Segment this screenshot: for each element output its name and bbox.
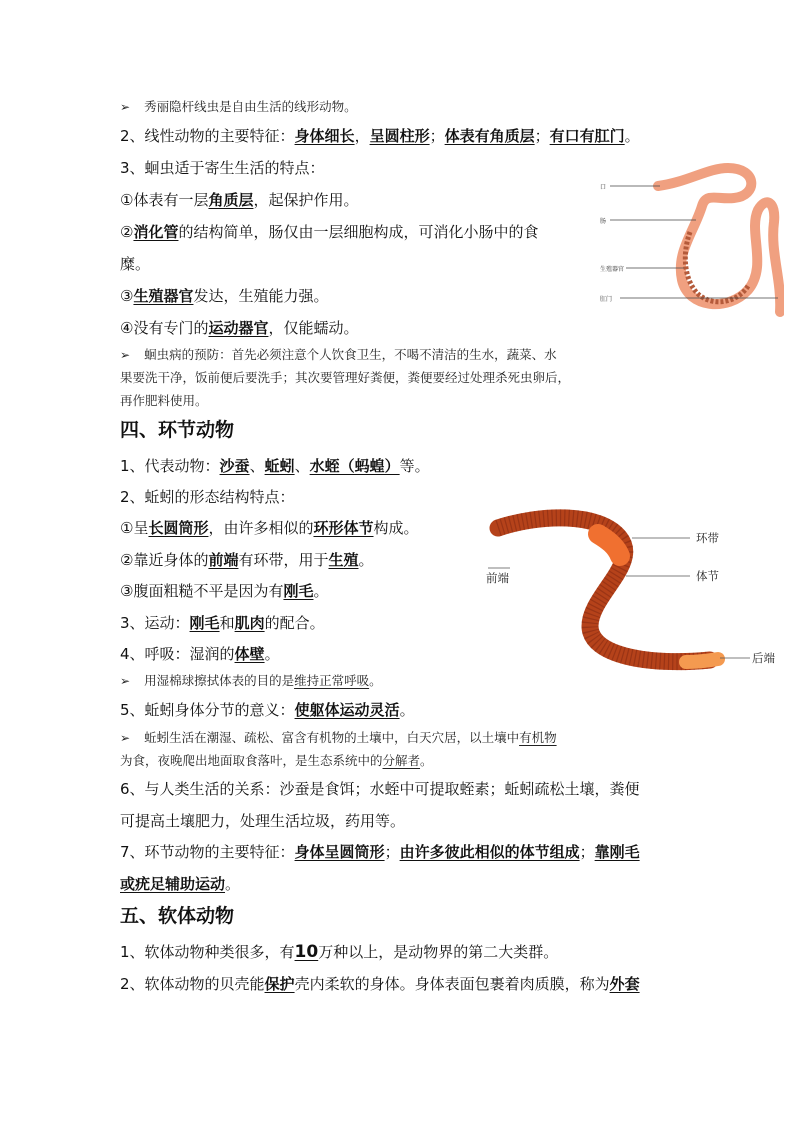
note-roundworm-prevention-1: ➢ 蛔虫病的预防：首先必须注意个人饮食卫生，不喝不清洁的生水，蔬菜、水 [120, 347, 557, 362]
note-earthworm-habitat-1: ➢ 蚯蚓生活在潮湿、疏松、富含有机物的土壤中，白天穴居，以土壤中有机物 [120, 730, 557, 745]
bullet-arrow-icon: ➢ [120, 348, 131, 362]
note-free-living-nematode: ➢ 秀丽隐杆线虫是自由生活的线形动物。 [120, 99, 357, 114]
earthworm-structure-title: 2、蚯蚓的形态结构特点： [120, 488, 295, 506]
annelid-features-2: 或疣足辅助运动。 [120, 875, 241, 893]
earthworm-item-2: ②靠近身体的前端有环带，用于生殖。 [120, 551, 374, 569]
section-heading-mollusks: 五、软体动物 [120, 905, 235, 927]
note-roundworm-prevention-3: 再作肥料使用。 [120, 393, 208, 408]
note-wet-cotton: ➢ 用湿棉球擦拭体表的目的是维持正常呼吸。 [120, 673, 382, 688]
annelid-examples: 1、代表动物：沙蚕、蚯蚓、水蛭（蚂蝗）等。 [120, 457, 430, 475]
bullet-arrow-icon: ➢ [120, 674, 131, 688]
earthworm-respiration: 4、呼吸：湿润的体壁。 [120, 645, 280, 663]
label-clitellum: 环带 [696, 531, 719, 545]
label-intestine: 肠 [600, 218, 607, 225]
roundworm-adaptations-title: 3、蛔虫适于寄生生活的特点： [120, 159, 325, 177]
relation-to-humans-1: 6、与人类生活的关系：沙蚕是食饵；水蛭中可提取蛭素；蚯蚓疏松土壤，粪便 [120, 780, 640, 798]
annelid-features-1: 7、环节动物的主要特征：身体呈圆筒形；由许多彼此相似的体节组成；靠刚毛 [120, 843, 640, 861]
note-roundworm-prevention-2: 果要洗干净，饭前便后要洗手；其次要管理好粪便，粪便要经过处理杀死虫卵后， [120, 370, 571, 385]
roundworm-item-3: ③生殖器官发达，生殖能力强。 [120, 287, 329, 305]
roundworm-item-2-cont: 糜。 [120, 255, 151, 273]
roundworm-diagram [598, 162, 784, 328]
relation-to-humans-2: 可提高土壤肥力，处理生活垃圾，药用等。 [120, 812, 406, 830]
note-earthworm-habitat-2: 为食，夜晚爬出地面取食落叶，是生态系统中的分解者。 [120, 753, 433, 768]
mollusk-species-count: 1、软体动物种类很多，有10万种以上，是动物界的第二大类群。 [120, 942, 559, 962]
section-heading-annelids: 四、环节动物 [120, 419, 235, 441]
earthworm-movement: 3、运动：刚毛和肌肉的配合。 [120, 614, 325, 632]
roundworm-item-1: ①体表有一层角质层，起保护作用。 [120, 191, 359, 209]
label-front-end: 前端 [486, 571, 509, 585]
label-rear-end: 后端 [752, 651, 775, 665]
earthworm-item-1: ①呈长圆筒形，由许多相似的环形体节构成。 [120, 519, 419, 537]
mollusk-shell-mantle: 2、软体动物的贝壳能保护壳内柔软的身体。身体表面包裹着肉质膜，称为外套 [120, 975, 640, 993]
bullet-arrow-icon: ➢ [120, 100, 131, 114]
label-segment: 体节 [696, 569, 719, 583]
label-reproductive-organ: 生殖器官 [600, 266, 625, 273]
label-anus: 肛门 [600, 296, 613, 303]
segmentation-meaning: 5、蚯蚓身体分节的意义：使躯体运动灵活。 [120, 701, 415, 719]
roundworm-item-2: ②消化管的结构简单，肠仅由一层细胞构成，可消化小肠中的食 [120, 223, 539, 241]
earthworm-item-3: ③腹面粗糙不平是因为有刚毛。 [120, 582, 329, 600]
bullet-arrow-icon: ➢ [120, 731, 131, 745]
earthworm-diagram [480, 506, 786, 682]
roundworm-item-4: ④没有专门的运动器官，仅能蠕动。 [120, 319, 359, 337]
nematode-features: 2、线性动物的主要特征：身体细长，呈圆柱形；体表有角质层；有口有肛门。 [120, 127, 640, 145]
label-mouth: 口 [600, 184, 607, 191]
